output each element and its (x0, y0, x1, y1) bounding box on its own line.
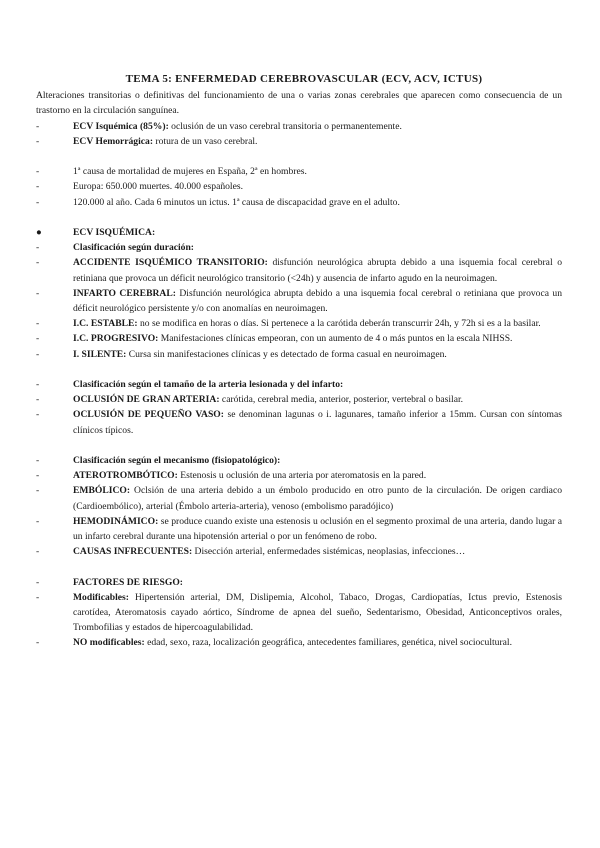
item-label: ECV Isquémica (85%): (73, 120, 169, 132)
dash-marker: - (36, 120, 40, 132)
dash-marker: - (36, 591, 40, 603)
dash-marker: - (36, 242, 40, 254)
item-text: Estenosis u oclusión de una arteria por ateromatosis en la pared. (177, 470, 427, 482)
item-label: I.C. PROGRESIVO: (73, 333, 159, 345)
list-item-causas-infrecuentes (36, 544, 562, 559)
item-text: Europa: 650.000 muertes. 40.000 españoles. (73, 181, 243, 193)
dash-marker: - (36, 379, 40, 391)
item-text: carótida, cerebral media, anterior, posterior, vertebral o basilar. (219, 394, 464, 406)
item-label: OCLUSIÓN DE GRAN ARTERIA: (73, 394, 220, 406)
subheading-duracion (36, 240, 562, 255)
item-label: ATEROTROMBÓTICO: (73, 470, 178, 482)
dash-marker: - (36, 166, 40, 178)
item-label: OCLUSIÓN DE PEQUEÑO VASO: (73, 409, 224, 421)
item-label: NO modificables: (73, 637, 145, 649)
list-item-epidemiology (36, 164, 562, 179)
item-text: disfunción neurológica abrupta debido a una isquemia focal cerebral o retiniana que provoca un déficit neurológico transitorio (<24h) y ausencia de infarto agudo en la neuroimagen. (73, 257, 562, 284)
dash-marker: - (36, 318, 40, 330)
dash-marker: - (36, 637, 40, 649)
section-heading-riesgo (36, 575, 562, 590)
list-item-pequeno-vaso (36, 407, 562, 437)
list-item-ic-progresivo (36, 331, 562, 346)
list-item-no-modificables (36, 635, 562, 650)
dash-marker: - (36, 470, 40, 482)
dash-marker: - (36, 333, 40, 345)
dash-marker: - (36, 409, 40, 421)
list-item-embolico (36, 483, 562, 513)
list-item-ic-estable (36, 316, 562, 331)
heading-text: Clasificación según el tamaño de la arteria lesionada y del infarto: (73, 379, 344, 391)
heading-text: Clasificación según el mecanismo (fisiopatológico): (73, 455, 281, 467)
item-label: INFARTO CEREBRAL: (73, 287, 176, 299)
item-label: ACCIDENTE ISQUÉMICO TRANSITORIO: (73, 257, 268, 269)
item-text: Disfunción neurológica abrupta debido a una isquemia focal cerebral o retiniana que provoca un déficit neurológico persistente y/o con anomalías en neuroimagen. (73, 287, 562, 315)
list-item-epidemiology (36, 195, 562, 210)
heading-text: ECV ISQUÉMICA: (73, 227, 156, 238)
item-text: Oclsión de una arteria debido a un émbolo producido en otro punto de la circulación. De origen cardiaco (Cardioembólico), arterial (Émbolo arteria-arteria), venoso (embolismo paradójico) (73, 485, 562, 512)
list-item-ecv-hemorragica (36, 134, 562, 149)
item-text: no se modifica en horas o días. Si pertenece a la carótida deberán transcurrir 24h, y 72h si es a la basilar. (137, 318, 541, 330)
dash-marker: - (36, 515, 40, 527)
list-item-epidemiology (36, 179, 562, 194)
item-text: edad, sexo, raza, localización geográfica, antecedentes familiares, genética, nivel sociocultural. (144, 637, 512, 649)
dash-marker: - (36, 135, 40, 147)
item-text: se produce cuando existe una estenosis u oclusión en el segmento proximal de una arteria, dando lugar a un infarto cerebral durante una hipotensión arterial o por un fenómeno de robo. (73, 515, 562, 543)
item-text: rotura de un vaso cerebral. (153, 135, 258, 147)
heading-text: FACTORES DE RIESGO: (73, 576, 183, 588)
dash-marker: - (36, 181, 40, 193)
item-label: CAUSAS INFRECUENTES: (73, 546, 193, 558)
dash-marker: - (36, 485, 40, 497)
dash-marker: - (36, 394, 40, 406)
list-item-infarto-cerebral (36, 286, 562, 316)
subheading-mecanismo (36, 453, 562, 468)
item-text: Disección arterial, enfermedades sistémicas, neoplasias, infecciones… (192, 546, 466, 558)
item-text: oclusión de un vaso cerebral transitoria o permanentemente. (168, 120, 402, 132)
dash-marker: - (36, 546, 40, 558)
list-item-ecv-isquemica (36, 119, 562, 134)
section-heading-isquemica (36, 225, 562, 240)
item-label: HEMODINÁMICO: (73, 515, 159, 527)
item-label: Modificables: (73, 591, 129, 603)
item-text: Cursa sin manifestaciones clínicas y es detectado de forma casual en neuroimagen. (126, 348, 447, 360)
item-text: 1ª causa de mortalidad de mujeres en España, 2ª en hombres. (73, 166, 307, 178)
item-label: ECV Hemorrágica: (73, 135, 154, 147)
list-item-i-silente (36, 347, 562, 362)
dash-marker: - (36, 257, 40, 269)
dash-marker: - (36, 576, 40, 588)
bullet-marker: ● (36, 227, 42, 238)
dash-marker: - (36, 196, 40, 208)
item-text: se denominan lagunas o i. lagunares, tamaño inferior a 15mm. Cursan con síntomas clínicos típicos. (73, 409, 562, 436)
dash-marker: - (36, 348, 40, 360)
document-page (36, 72, 562, 651)
item-label: I.C. ESTABLE: (73, 318, 138, 330)
list-item-modificables (36, 590, 562, 636)
item-label: I. SILENTE: (73, 348, 127, 360)
list-item-aterotrombotico (36, 468, 562, 483)
heading-text: Clasificación según duración: (73, 242, 194, 254)
item-label: EMBÓLICO: (73, 485, 131, 497)
list-item-gran-arteria (36, 392, 562, 407)
document-title: TEMA 5: ENFERMEDAD CEREBROVASCULAR (ECV, ACV, ICTUS) (125, 73, 483, 85)
item-text: Manifestaciones clínicas empeoran, con un aumento de 4 o más puntos en la escala NIHSS. (158, 333, 513, 345)
item-text: 120.000 al año. Cada 6 minutos un ictus. 1ª causa de discapacidad grave en el adulto. (73, 196, 400, 208)
list-item-hemodinamico (36, 514, 562, 544)
dash-marker: - (36, 455, 40, 467)
intro-paragraph: Alteraciones transitorias o definitivas del funcionamiento de una o varias zonas cerebrales que aparecen como consecuencia de un trastorno en la circulación sanguínea. (36, 90, 562, 117)
list-item-ait (36, 255, 562, 285)
subheading-tamano (36, 377, 562, 392)
dash-marker: - (36, 287, 40, 299)
item-text: Hipertensión arterial, DM, Dislipemia, Alcohol, Tabaco, Drogas, Cardiopatías, Ictus previo, Estenosis carotídea, Ateromatosis cayado aórtico, Síndrome de apnea del sueño, Sedentarismo, Obesidad, Anticonceptivos orales, Trombofilias y estados de hipercoagulabilidad. (73, 591, 562, 634)
